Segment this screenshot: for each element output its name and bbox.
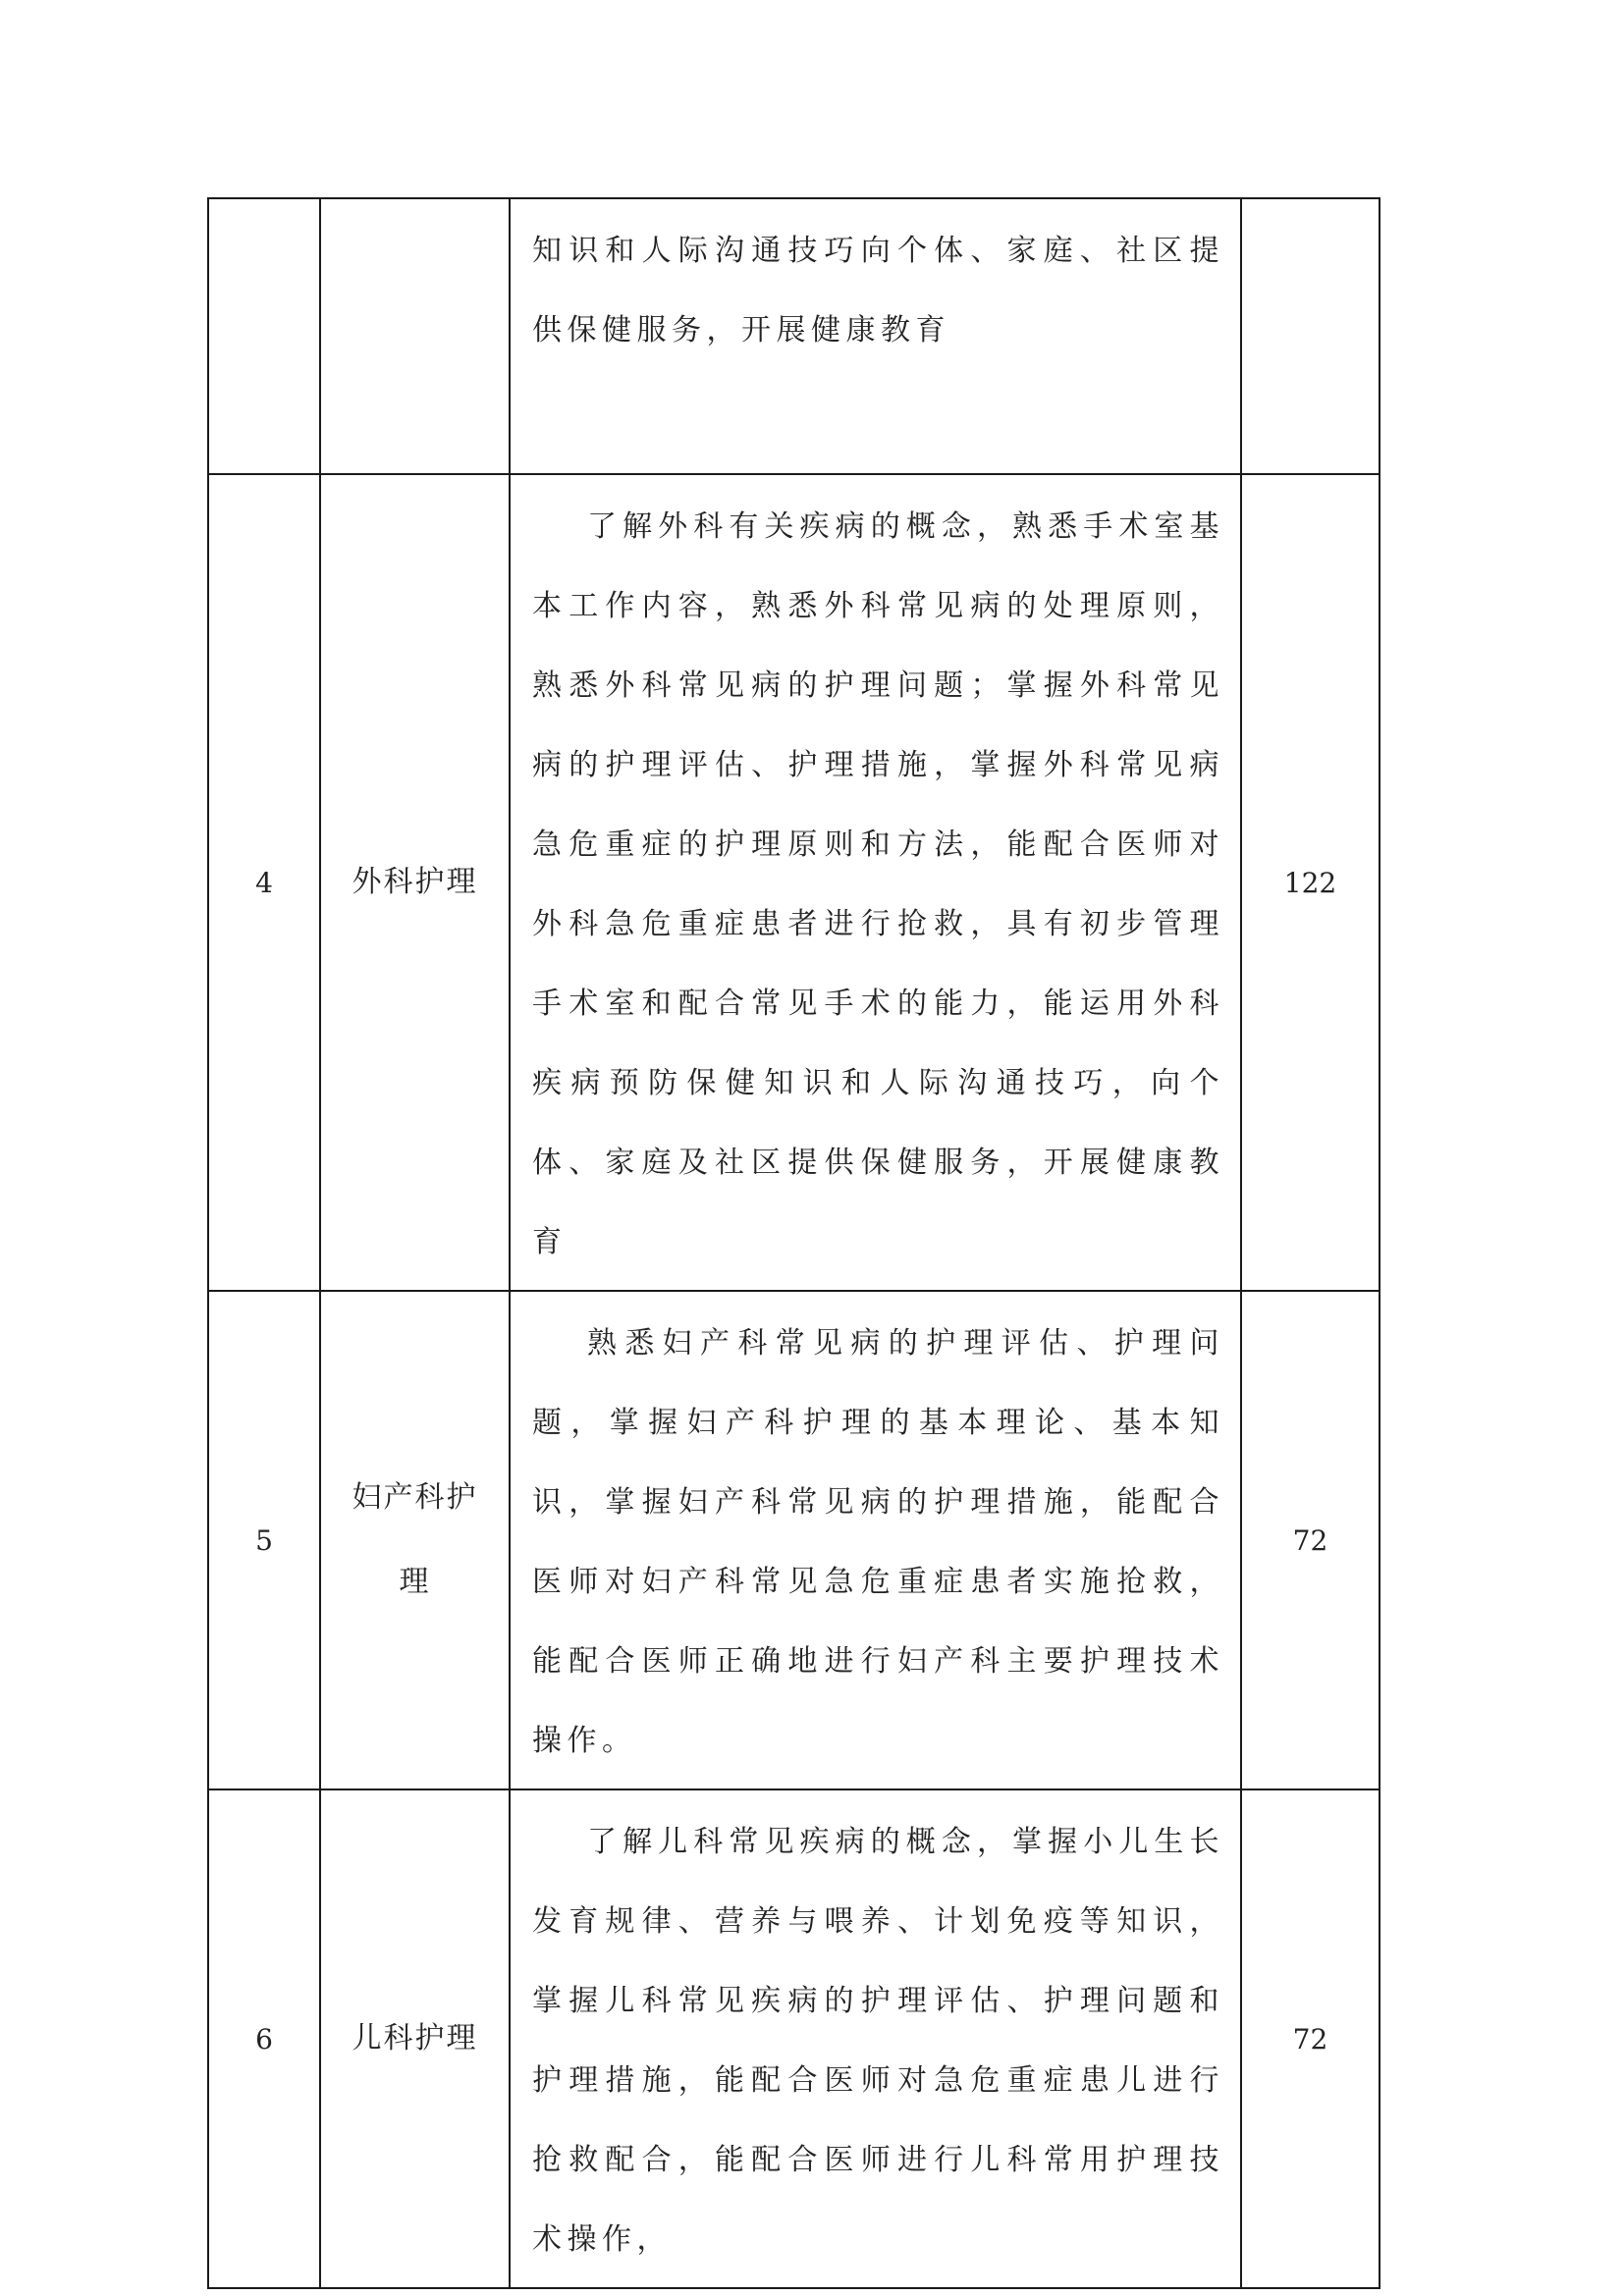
course-description: 了解儿科常见疾病的概念，掌握小儿生长发育规律、营养与喂养、计划免疫等知识，掌握儿科常见疾病的护理评估、护理问题和护理措施，能配合医师对急危重症患儿进行抢救配合，能配合医师进行儿科常用护理技术操作， — [532, 1825, 1224, 2257]
course-number-cell: 5 — [208, 1291, 320, 1789]
course-table — [207, 197, 1380, 2289]
course-number-cell — [208, 198, 320, 474]
course-name-cell: 外科护理 — [320, 474, 510, 1291]
table-row — [208, 474, 1380, 1291]
course-hours-cell — [1241, 198, 1380, 474]
table-row — [208, 1789, 1380, 2288]
course-description-cell — [510, 474, 1241, 1291]
course-hours-cell: 122 — [1241, 474, 1380, 1291]
course-name-cell: 儿科护理 — [320, 1789, 510, 2288]
course-number-cell: 6 — [208, 1789, 320, 2288]
course-description: 熟悉妇产科常见病的护理评估、护理问题，掌握妇产科护理的基本理论、基本知识，掌握妇产科常见病的护理措施，能配合医师对妇产科常见急危重症患者实施抢救，能配合医师正确地进行妇产科主要护理技术操作。 — [532, 1326, 1224, 1758]
course-description-cell — [510, 1789, 1241, 2288]
course-number-cell: 4 — [208, 474, 320, 1291]
course-name-cell: 妇产科护理 — [320, 1291, 510, 1789]
course-description: 了解外科有关疾病的概念，熟悉手术室基本工作内容，熟悉外科常见病的处理原则，熟悉外科常见病的护理问题；掌握外科常见病的护理评估、护理措施，掌握外科常见病急危重症的护理原则和方法，能配合医师对外科急危重症患者进行抢救，具有初步管理手术室和配合常见手术的能力，能运用外科疾病预防保健知识和人际沟通技巧，向个体、家庭及社区提供保健服务，开展健康教育 — [532, 509, 1224, 1259]
course-description: 知识和人际沟通技巧向个体、家庭、社区提供保健服务，开展健康教育 — [532, 234, 1224, 347]
table-row — [208, 1291, 1380, 1789]
course-description-cell — [510, 198, 1241, 474]
table-row — [208, 198, 1380, 474]
course-hours-cell: 72 — [1241, 1291, 1380, 1789]
course-description-cell — [510, 1291, 1241, 1789]
course-hours-cell: 72 — [1241, 1789, 1380, 2288]
course-name-cell — [320, 198, 510, 474]
